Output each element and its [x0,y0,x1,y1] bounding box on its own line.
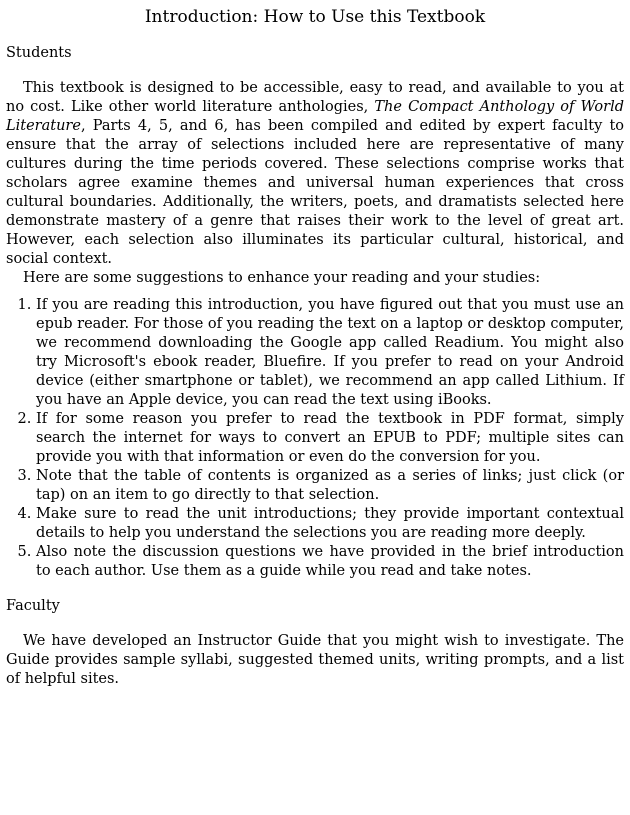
students-paragraph-1 [6,79,624,269]
students-paragraph-2: Here are some suggestions to enhance your reading and your studies: [23,270,541,286]
document-page [6,0,624,689]
students-heading: Students [6,45,72,61]
faculty-paragraph: We have developed an Instructor Guide that you might wish to investigate. The Guide provides sample syllabi, suggested themed units, writing prompts, and a list of helpful sites. [6,633,624,687]
list-item: 1. If you are reading this introduction, you have figured out that you must use an epub reader. For those of you reading the text on a laptop or desktop computer, we recommend downloading the Google app called Readium. You might also try Microsoft's ebook reader, Bluefire. If you prefer to read on your Android device (either smartphone or tablet), we recommend an app called Lithium. If you have an Apple device, you can read the text using iBooks. [36,296,624,410]
suggestions-list [6,296,624,581]
list-item: 2. If for some reason you prefer to read the textbook in PDF format, simply search the internet for ways to convert an EPUB to PDF; multiple sites can provide you with that information or even do the conversion for you. [36,410,624,467]
students-paragraph-1-lead: This textbook is designed to be accessible, easy to read, and available to you at no cost. Like other world literature anthologies, [6,80,624,115]
faculty-heading: Faculty [6,598,60,614]
list-item: 3. Note that the table of contents is organized as a series of links; just click (or tap) on an item to go directly to that selection. [36,467,624,505]
list-item: 5. Also note the discussion questions we have provided in the brief introduction to each author. Use them as a guide while you read and take notes. [36,543,624,581]
anthology-title: The Compact Anthology of World Literature [6,99,624,134]
students-paragraph-1-rest: , Parts 4, 5, and 6, has been compiled and edited by expert faculty to ensure that the array of selections included here are representative of many cultures during the time periods covered. These selections comprise works that scholars agree examine themes and universal human experiences that cross cultural boundaries. Additionally, the writers, poets, and dramatists selected here demonstrate mastery of a genre that raises their work to the level of great art. However, each selection also illuminates its particular cultural, historical, and social context. [6,118,624,267]
page-title: Introduction: How to Use this Textbook [144,7,486,27]
list-item: 4. Make sure to read the unit introductions; they provide important contextual details to help you understand the selections you are reading more deeply. [36,505,624,543]
